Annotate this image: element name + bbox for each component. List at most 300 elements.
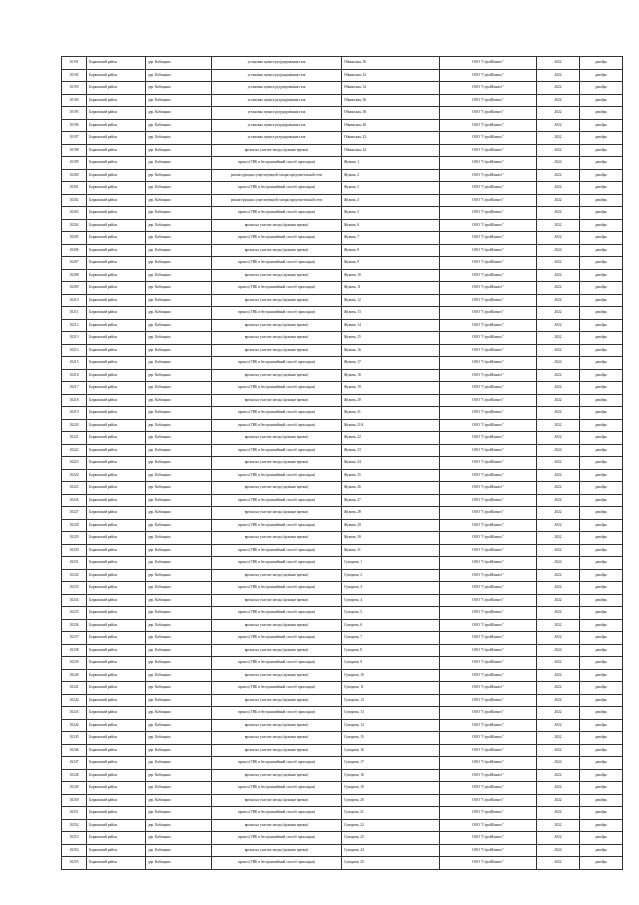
row-number: 10233 — [62, 582, 87, 595]
table-row — [62, 419, 623, 432]
row-number: 10236 — [62, 619, 87, 632]
month-cell: декабрь — [580, 82, 623, 95]
month-cell: декабрь — [580, 119, 623, 132]
address-cell: Жукова, 1 — [342, 157, 440, 170]
contractor-cell: ООО "СтройБизнес" — [440, 69, 537, 82]
work-type-cell: врезка на участке заезда (нужные врезки) — [212, 394, 342, 407]
row-number: 10220 — [62, 419, 87, 432]
village-cell: дер. Кабицыно — [146, 169, 212, 182]
district-cell: Борковский район — [87, 557, 146, 570]
contractor-cell: ООО "СтройБизнес" — [440, 194, 537, 207]
month-cell: декабрь — [580, 544, 623, 557]
work-type-cell: прокол (ГНБ в бестраншейный способ прокладки) — [212, 469, 342, 482]
year-cell: 2022 — [537, 657, 580, 670]
work-type-cell: прокол (ГНБ в бестраншейный способ прокладки) — [212, 607, 342, 620]
year-cell: 2022 — [537, 69, 580, 82]
village-cell: дер. Кабицыно — [146, 357, 212, 370]
work-type-cell: врезка на участке заезда (нужные врезки) — [212, 319, 342, 332]
contractor-cell: ООО "СтройБизнес" — [440, 757, 537, 770]
work-type-cell: врезка на участке заезда (нужные врезки) — [212, 457, 342, 470]
table-row — [62, 344, 623, 357]
row-number: 10251 — [62, 807, 87, 820]
table-row — [62, 119, 623, 132]
district-cell: Борковский район — [87, 207, 146, 220]
table-row — [62, 682, 623, 695]
village-cell: дер. Кабицыно — [146, 332, 212, 345]
district-cell: Борковский район — [87, 182, 146, 195]
month-cell: декабрь — [580, 432, 623, 445]
work-type-cell: врезка на участке заезда (нужные врезки) — [212, 332, 342, 345]
village-cell: дер. Кабицыно — [146, 832, 212, 845]
district-cell: Борковский район — [87, 757, 146, 770]
year-cell: 2022 — [537, 394, 580, 407]
table-row — [62, 294, 623, 307]
contractor-cell: ООО "СтройБизнес" — [440, 132, 537, 145]
month-cell: декабрь — [580, 707, 623, 720]
village-cell: дер. Кабицыно — [146, 107, 212, 120]
village-cell: дер. Кабицыно — [146, 532, 212, 545]
district-cell: Борковский район — [87, 819, 146, 832]
row-number: 10214 — [62, 344, 87, 357]
work-type-cell: прокол (ГНБ в бестраншейный способ прокладки) — [212, 832, 342, 845]
village-cell: дер. Кабицыно — [146, 407, 212, 420]
month-cell: декабрь — [580, 732, 623, 745]
village-cell: дер. Кабицыно — [146, 244, 212, 257]
contractor-cell: ООО "СтройБизнес" — [440, 494, 537, 507]
contractor-cell: ООО "СтройБизнес" — [440, 532, 537, 545]
district-cell: Борковский район — [87, 169, 146, 182]
contractor-cell: ООО "СтройБизнес" — [440, 807, 537, 820]
village-cell: дер. Кабицыно — [146, 69, 212, 82]
year-cell: 2022 — [537, 719, 580, 732]
village-cell: дер. Кабицыно — [146, 569, 212, 582]
work-type-cell: врезка на участке заезда (нужные врезки) — [212, 732, 342, 745]
year-cell: 2022 — [537, 582, 580, 595]
row-number: 10230 — [62, 544, 87, 557]
year-cell: 2022 — [537, 844, 580, 857]
table-row — [62, 732, 623, 745]
year-cell: 2022 — [537, 682, 580, 695]
district-cell: Борковский район — [87, 432, 146, 445]
month-cell: декабрь — [580, 69, 623, 82]
work-type-cell: прокол (ГНБ в бестраншейный способ прокладки) — [212, 494, 342, 507]
month-cell: декабрь — [580, 132, 623, 145]
work-type-cell: прокол (ГНБ в бестраншейный способ прокладки) — [212, 157, 342, 170]
month-cell: декабрь — [580, 394, 623, 407]
address-cell: Жукова, 28 — [342, 507, 440, 520]
contractor-cell: ООО "СтройБизнес" — [440, 257, 537, 270]
work-type-cell: установка пункта редуцирования газа — [212, 57, 342, 70]
year-cell: 2022 — [537, 269, 580, 282]
month-cell: декабрь — [580, 332, 623, 345]
contractor-cell: ООО "СтройБизнес" — [440, 682, 537, 695]
year-cell: 2022 — [537, 219, 580, 232]
row-number: 10234 — [62, 594, 87, 607]
year-cell: 2022 — [537, 607, 580, 620]
row-number: 10196 — [62, 119, 87, 132]
work-type-cell: прокол (ГНБ в бестраншейный способ прокладки) — [212, 419, 342, 432]
district-cell: Борковский район — [87, 394, 146, 407]
address-cell: Жукова, 13 — [342, 307, 440, 320]
district-cell: Борковский район — [87, 57, 146, 70]
table-row — [62, 632, 623, 645]
address-cell: Обнинская, 42 — [342, 132, 440, 145]
month-cell: декабрь — [580, 307, 623, 320]
row-number: 10223 — [62, 457, 87, 470]
work-type-cell: прокол (ГНБ в бестраншейный способ прокладки) — [212, 282, 342, 295]
contractor-cell: ООО "СтройБизнес" — [440, 94, 537, 107]
village-cell: дер. Кабицыно — [146, 519, 212, 532]
row-number: 10216 — [62, 369, 87, 382]
district-cell: Борковский район — [87, 382, 146, 395]
row-number: 10217 — [62, 382, 87, 395]
village-cell: дер. Кабицыно — [146, 457, 212, 470]
month-cell: декабрь — [580, 519, 623, 532]
year-cell: 2022 — [537, 319, 580, 332]
row-number: 10193 — [62, 82, 87, 95]
contractor-cell: ООО "СтройБизнес" — [440, 794, 537, 807]
year-cell: 2022 — [537, 294, 580, 307]
year-cell: 2022 — [537, 407, 580, 420]
table-row — [62, 544, 623, 557]
month-cell: декабрь — [580, 632, 623, 645]
address-cell: Жукова, 19 — [342, 382, 440, 395]
address-cell: Обнинская, 36 — [342, 94, 440, 107]
address-cell: Жукова, 9 — [342, 257, 440, 270]
row-number: 10200 — [62, 169, 87, 182]
address-cell: Жукова, 7 — [342, 232, 440, 245]
work-type-cell: прокол (ГНБ в бестраншейный способ прокладки) — [212, 857, 342, 870]
month-cell: декабрь — [580, 244, 623, 257]
row-number: 10249 — [62, 782, 87, 795]
month-cell: декабрь — [580, 744, 623, 757]
work-type-cell: врезка на участке заезда (нужные врезки) — [212, 694, 342, 707]
month-cell: декабрь — [580, 157, 623, 170]
village-cell: дер. Кабицыно — [146, 619, 212, 632]
table-row — [62, 507, 623, 520]
year-cell: 2022 — [537, 569, 580, 582]
year-cell: 2022 — [537, 644, 580, 657]
year-cell: 2022 — [537, 807, 580, 820]
village-cell: дер. Кабицыно — [146, 694, 212, 707]
contractor-cell: ООО "СтройБизнес" — [440, 232, 537, 245]
district-cell: Борковский район — [87, 769, 146, 782]
year-cell: 2022 — [537, 819, 580, 832]
year-cell: 2022 — [537, 432, 580, 445]
table-row — [62, 519, 623, 532]
year-cell: 2022 — [537, 332, 580, 345]
month-cell: декабрь — [580, 782, 623, 795]
row-number: 10252 — [62, 819, 87, 832]
year-cell: 2022 — [537, 744, 580, 757]
year-cell: 2022 — [537, 94, 580, 107]
address-cell: Обнинская, 32 — [342, 69, 440, 82]
work-type-cell: врезка на участке заезда (нужные врезки) — [212, 669, 342, 682]
address-cell: Суворова, 24 — [342, 844, 440, 857]
address-cell: Суворова, 11 — [342, 682, 440, 695]
address-cell: Жукова, 5 — [342, 207, 440, 220]
village-cell: дер. Кабицыно — [146, 157, 212, 170]
table-row — [62, 457, 623, 470]
address-cell: Обнинская, 40 — [342, 119, 440, 132]
year-cell: 2022 — [537, 107, 580, 120]
year-cell: 2022 — [537, 694, 580, 707]
month-cell: декабрь — [580, 569, 623, 582]
row-number: 10203 — [62, 207, 87, 220]
village-cell: дер. Кабицыно — [146, 844, 212, 857]
contractor-cell: ООО "СтройБизнес" — [440, 369, 537, 382]
year-cell: 2022 — [537, 207, 580, 220]
address-cell: Суворова, 19 — [342, 782, 440, 795]
row-number: 10191 — [62, 57, 87, 70]
row-number: 10210 — [62, 294, 87, 307]
row-number: 10253 — [62, 832, 87, 845]
work-type-cell: врезка на участке заезда (нужные врезки) — [212, 532, 342, 545]
year-cell: 2022 — [537, 707, 580, 720]
month-cell: декабрь — [580, 532, 623, 545]
month-cell: декабрь — [580, 407, 623, 420]
month-cell: декабрь — [580, 469, 623, 482]
address-cell: Жукова, 11 — [342, 282, 440, 295]
address-cell: Суворова, 20 — [342, 794, 440, 807]
month-cell: декабрь — [580, 357, 623, 370]
address-cell: Жукова, 12 — [342, 294, 440, 307]
month-cell: декабрь — [580, 644, 623, 657]
address-cell: Суворова, 5 — [342, 607, 440, 620]
work-type-cell: врезка на участке заезда (нужные врезки) — [212, 719, 342, 732]
district-cell: Борковский район — [87, 519, 146, 532]
year-cell: 2022 — [537, 419, 580, 432]
district-cell: Борковский район — [87, 594, 146, 607]
row-number: 10215 — [62, 357, 87, 370]
contractor-cell: ООО "СтройБизнес" — [440, 644, 537, 657]
address-cell: Жукова, 16 — [342, 344, 440, 357]
table-row — [62, 94, 623, 107]
contractor-cell: ООО "СтройБизнес" — [440, 157, 537, 170]
contractor-cell: ООО "СтройБизнес" — [440, 669, 537, 682]
work-type-cell: врезка на участке заезда (нужные врезки) — [212, 369, 342, 382]
row-number: 10204 — [62, 219, 87, 232]
village-cell: дер. Кабицыно — [146, 444, 212, 457]
village-cell: дер. Кабицыно — [146, 594, 212, 607]
table-row — [62, 257, 623, 270]
village-cell: дер. Кабицыно — [146, 582, 212, 595]
table-row — [62, 769, 623, 782]
year-cell: 2022 — [537, 357, 580, 370]
row-number: 10211 — [62, 307, 87, 320]
district-cell: Борковский район — [87, 82, 146, 95]
month-cell: декабрь — [580, 194, 623, 207]
address-cell: Суворова, 7 — [342, 632, 440, 645]
work-type-cell: прокол (ГНБ в бестраншейный способ прокладки) — [212, 757, 342, 770]
work-type-cell: прокол (ГНБ в бестраншейный способ прокладки) — [212, 544, 342, 557]
district-cell: Борковский район — [87, 744, 146, 757]
work-type-cell: прокол (ГНБ в бестраншейный способ прокладки) — [212, 782, 342, 795]
district-cell: Борковский район — [87, 369, 146, 382]
work-type-cell: установка пункта редуцирования газа — [212, 94, 342, 107]
district-cell: Борковский район — [87, 407, 146, 420]
year-cell: 2022 — [537, 757, 580, 770]
contractor-cell: ООО "СтройБизнес" — [440, 632, 537, 645]
month-cell: декабрь — [580, 219, 623, 232]
contractor-cell: ООО "СтройБизнес" — [440, 582, 537, 595]
work-type-cell: врезка на участке заезда (нужные врезки) — [212, 344, 342, 357]
month-cell: декабрь — [580, 182, 623, 195]
row-number: 10239 — [62, 657, 87, 670]
row-number: 10243 — [62, 707, 87, 720]
month-cell: декабрь — [580, 94, 623, 107]
year-cell: 2022 — [537, 244, 580, 257]
row-number: 10226 — [62, 494, 87, 507]
table-row — [62, 744, 623, 757]
work-type-cell: установка пункта редуцирования газа — [212, 107, 342, 120]
month-cell: декабрь — [580, 807, 623, 820]
row-number: 10205 — [62, 232, 87, 245]
district-cell: Борковский район — [87, 469, 146, 482]
work-type-cell: врезка на участке заезда (нужные врезки) — [212, 294, 342, 307]
district-cell: Борковский район — [87, 444, 146, 457]
district-cell: Борковский район — [87, 257, 146, 270]
month-cell: декабрь — [580, 582, 623, 595]
village-cell: дер. Кабицыно — [146, 394, 212, 407]
district-cell: Борковский район — [87, 244, 146, 257]
year-cell: 2022 — [537, 232, 580, 245]
year-cell: 2022 — [537, 169, 580, 182]
table-row — [62, 307, 623, 320]
table-row — [62, 782, 623, 795]
address-cell: Обнинская, 44 — [342, 144, 440, 157]
address-cell: Жукова, 2 — [342, 169, 440, 182]
work-type-cell: прокол (ГНБ в бестраншейный способ прокладки) — [212, 382, 342, 395]
address-cell: Жукова, 24 — [342, 457, 440, 470]
address-cell: Жукова, 14 — [342, 319, 440, 332]
district-cell: Борковский район — [87, 457, 146, 470]
row-number: 10227 — [62, 507, 87, 520]
village-cell: дер. Кабицыно — [146, 544, 212, 557]
contractor-cell: ООО "СтройБизнес" — [440, 219, 537, 232]
address-cell: Суворова, 13 — [342, 707, 440, 720]
address-cell: Суворова, 18 — [342, 769, 440, 782]
work-type-cell: прокол (ГНБ в бестраншейный способ прокладки) — [212, 657, 342, 670]
table-row — [62, 657, 623, 670]
contractor-cell: ООО "СтройБизнес" — [440, 182, 537, 195]
contractor-cell: ООО "СтройБизнес" — [440, 282, 537, 295]
month-cell: декабрь — [580, 844, 623, 857]
year-cell: 2022 — [537, 482, 580, 495]
row-number: 10242 — [62, 694, 87, 707]
table-row — [62, 644, 623, 657]
village-cell: дер. Кабицыно — [146, 232, 212, 245]
address-cell: Суворова, 23 — [342, 832, 440, 845]
village-cell: дер. Кабицыно — [146, 369, 212, 382]
village-cell: дер. Кабицыно — [146, 632, 212, 645]
contractor-cell: ООО "СтройБизнес" — [440, 144, 537, 157]
village-cell: дер. Кабицыно — [146, 307, 212, 320]
contractor-cell: ООО "СтройБизнес" — [440, 332, 537, 345]
schedule-table — [61, 56, 623, 870]
district-cell: Борковский район — [87, 494, 146, 507]
year-cell: 2022 — [537, 307, 580, 320]
district-cell: Борковский район — [87, 157, 146, 170]
month-cell: декабрь — [580, 369, 623, 382]
district-cell: Борковский район — [87, 544, 146, 557]
village-cell: дер. Кабицыно — [146, 494, 212, 507]
table-row — [62, 182, 623, 195]
work-type-cell: врезка на участке заезда (нужные врезки) — [212, 769, 342, 782]
row-number: 10207 — [62, 257, 87, 270]
month-cell: декабрь — [580, 207, 623, 220]
work-type-cell: прокол (ГНБ в бестраншейный способ прокладки) — [212, 444, 342, 457]
village-cell: дер. Кабицыно — [146, 269, 212, 282]
work-type-cell: прокол (ГНБ в бестраншейный способ прокладки) — [212, 632, 342, 645]
work-type-cell: прокол (ГНБ в бестраншейный способ прокладки) — [212, 357, 342, 370]
village-cell: дер. Кабицыно — [146, 182, 212, 195]
year-cell: 2022 — [537, 444, 580, 457]
district-cell: Борковский район — [87, 219, 146, 232]
year-cell: 2022 — [537, 507, 580, 520]
table-row — [62, 844, 623, 857]
address-cell: Суворова, 12 — [342, 694, 440, 707]
address-cell: Жукова, 17 — [342, 357, 440, 370]
contractor-cell: ООО "СтройБизнес" — [440, 57, 537, 70]
address-cell: Жукова, 18 — [342, 369, 440, 382]
row-number: 10195 — [62, 107, 87, 120]
month-cell: декабрь — [580, 657, 623, 670]
table-row — [62, 357, 623, 370]
village-cell: дер. Кабицыно — [146, 644, 212, 657]
address-cell: Жукова, 30 — [342, 532, 440, 545]
contractor-cell: ООО "СтройБизнес" — [440, 432, 537, 445]
row-number: 10202 — [62, 194, 87, 207]
table-row — [62, 219, 623, 232]
contractor-cell: ООО "СтройБизнес" — [440, 844, 537, 857]
contractor-cell: ООО "СтройБизнес" — [440, 457, 537, 470]
contractor-cell: ООО "СтройБизнес" — [440, 169, 537, 182]
district-cell: Борковский район — [87, 144, 146, 157]
year-cell: 2022 — [537, 544, 580, 557]
month-cell: декабрь — [580, 419, 623, 432]
year-cell: 2022 — [537, 457, 580, 470]
contractor-cell: ООО "СтройБизнес" — [440, 719, 537, 732]
year-cell: 2022 — [537, 344, 580, 357]
address-cell: Жукова, 15 — [342, 332, 440, 345]
row-number: 10209 — [62, 282, 87, 295]
table-row — [62, 757, 623, 770]
district-cell: Борковский район — [87, 119, 146, 132]
row-number: 10219 — [62, 407, 87, 420]
contractor-cell: ООО "СтройБизнес" — [440, 857, 537, 870]
table-row — [62, 694, 623, 707]
contractor-cell: ООО "СтройБизнес" — [440, 407, 537, 420]
address-cell: Жукова, 20 — [342, 394, 440, 407]
village-cell: дер. Кабицыно — [146, 557, 212, 570]
table-row — [62, 407, 623, 420]
district-cell: Борковский район — [87, 607, 146, 620]
row-number: 10201 — [62, 182, 87, 195]
village-cell: дер. Кабицыно — [146, 119, 212, 132]
village-cell: дер. Кабицыно — [146, 82, 212, 95]
row-number: 10198 — [62, 144, 87, 157]
row-number: 10197 — [62, 132, 87, 145]
village-cell: дер. Кабицыно — [146, 319, 212, 332]
row-number: 10232 — [62, 569, 87, 582]
district-cell: Борковский район — [87, 644, 146, 657]
village-cell: дер. Кабицыно — [146, 794, 212, 807]
table-row — [62, 569, 623, 582]
village-cell: дер. Кабицыно — [146, 807, 212, 820]
work-type-cell: врезка на участке заезда (нужные врезки) — [212, 244, 342, 257]
work-type-cell: врезка на участке заезда (нужные врезки) — [212, 482, 342, 495]
